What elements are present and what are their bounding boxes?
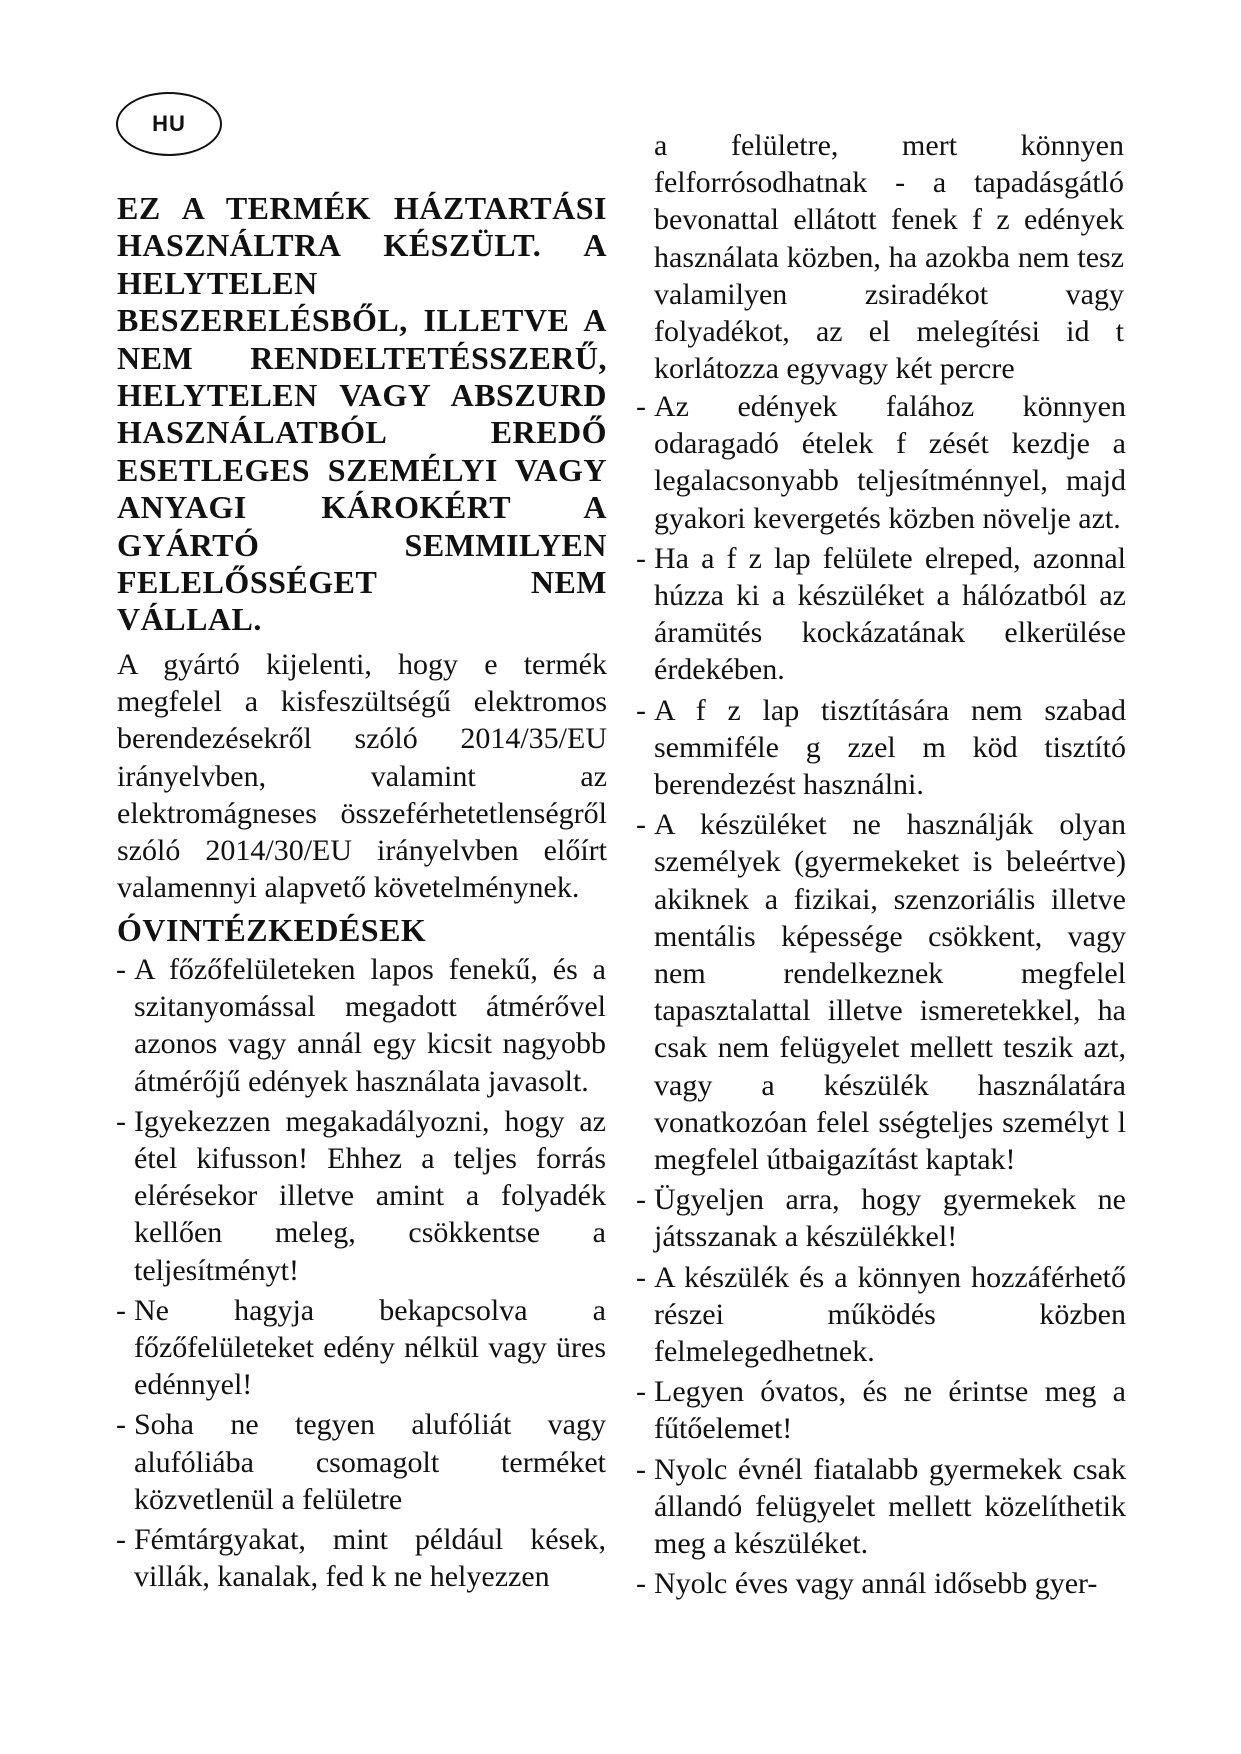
list-item: - Legyen óvatos, és ne érintse meg a fűtőelemet! xyxy=(636,1373,1126,1447)
list-item: - A főzőfelületeken lapos fenekű, és a szitanyomással megadott átmérővel azonos vagy annál egy kicsit nagyobb átmérőjű edények használata javasolt. xyxy=(116,951,606,1100)
precautions-list-left xyxy=(116,951,606,1598)
list-item: - A f z lap tisztítására nem szabad semmiféle g zzel m köd tisztító berendezést használni. xyxy=(636,692,1126,804)
list-item: - Igyekezzen megakadályozni, hogy az étel kifusson! Ehhez a teljes forrás elérésekor illetve amint a folyadék kellően meleg, csökkentse a teljesítményt! xyxy=(116,1103,606,1289)
list-item: - Az edények falához könnyen odaragadó ételek f zését kezdje a legalacsonyabb teljesítménnyel, majd gyakori kevergetés közben növelje azt. xyxy=(636,388,1126,537)
list-item: - A készüléket ne használják olyan személyek (gyermekeket is beleértve) akiknek a fizikai, szenzoriális illetve mentális képessége csökkent, vagy nem rendelkeznek megfelel tapasztalattal illetve ismeretekkel, ha csak nem felügyelet mellett teszik azt, vagy a készülék használatára vonatkozóan felel sségteljes személyt l megfelel útbaigazítást kaptak! xyxy=(636,806,1126,1178)
conformity-declaration: A gyártó kijelenti, hogy e termék megfelel a kisfeszültségű elektromos berendezésekről szóló 2014/35/EU irányelvben, valamint az elektromágneses összeférhetetlenségről szóló 2014/30/EU irányelvben előírt valamennyi alapvető követelménynek. xyxy=(117,648,607,905)
list-item: - A készülék és a könnyen hozzáférhető részei működés közben felmelegedhetnek. xyxy=(636,1259,1126,1371)
language-badge: HU xyxy=(116,92,222,156)
list-item: - Ne hagyja bekapcsolva a főzőfelületeket edény nélkül vagy üres edénnyel! xyxy=(116,1292,606,1404)
list-item: - Soha ne tegyen alufóliát vagy alufóliába csomagolt terméket közvetlenül a felületre xyxy=(116,1406,606,1518)
list-item: - Nyolc évnél fiatalabb gyermekek csak állandó felügyelet mellett közelíthetik meg a készüléket. xyxy=(636,1451,1126,1563)
list-item: - Fémtárgyakat, mint például kések, villák, kanalak, fed k ne helyezzen xyxy=(116,1521,606,1595)
section-heading-precautions: ÓVINTÉZKEDÉSEK xyxy=(117,912,427,948)
precautions-list-right xyxy=(636,388,1126,1606)
list-item: - Nyolc éves vagy annál idősebb gyer- xyxy=(636,1565,1126,1602)
list-item-continuation: a felületre, mert könnyen felforrósodhatnak - a tapadásgátló bevonattal ellátott fenek f z edények használata közben, ha azokba nem tesz valamilyen zsiradékot vagy folyadékot, az el melegítési id t korlátozza egyvagy két percre xyxy=(654,129,1124,386)
list-item: - Ha a f z lap felülete elreped, azonnal húzza ki a készüléket a hálózatból az áramütés kockázatának elkerülése érdekében. xyxy=(636,540,1126,689)
list-item: - Ügyeljen arra, hogy gyermekek ne játsszanak a készülékkel! xyxy=(636,1181,1126,1255)
liability-warning: EZ A TERMÉK HÁZTARTÁSI HASZNÁLTRA KÉSZÜLT. A HELYTELEN BESZERELÉSBŐL, ILLETVE A NEM RENDELTETÉSSZERŰ, HELYTELEN VAGY ABSZURD HASZNÁLATBÓL EREDŐ ESETLEGES SZEMÉLYI VAGY ANYAGI KÁROKÉRT A GYÁRTÓ SEMMILYEN FELELŐSSÉGET NEM VÁLLAL. xyxy=(117,190,607,638)
